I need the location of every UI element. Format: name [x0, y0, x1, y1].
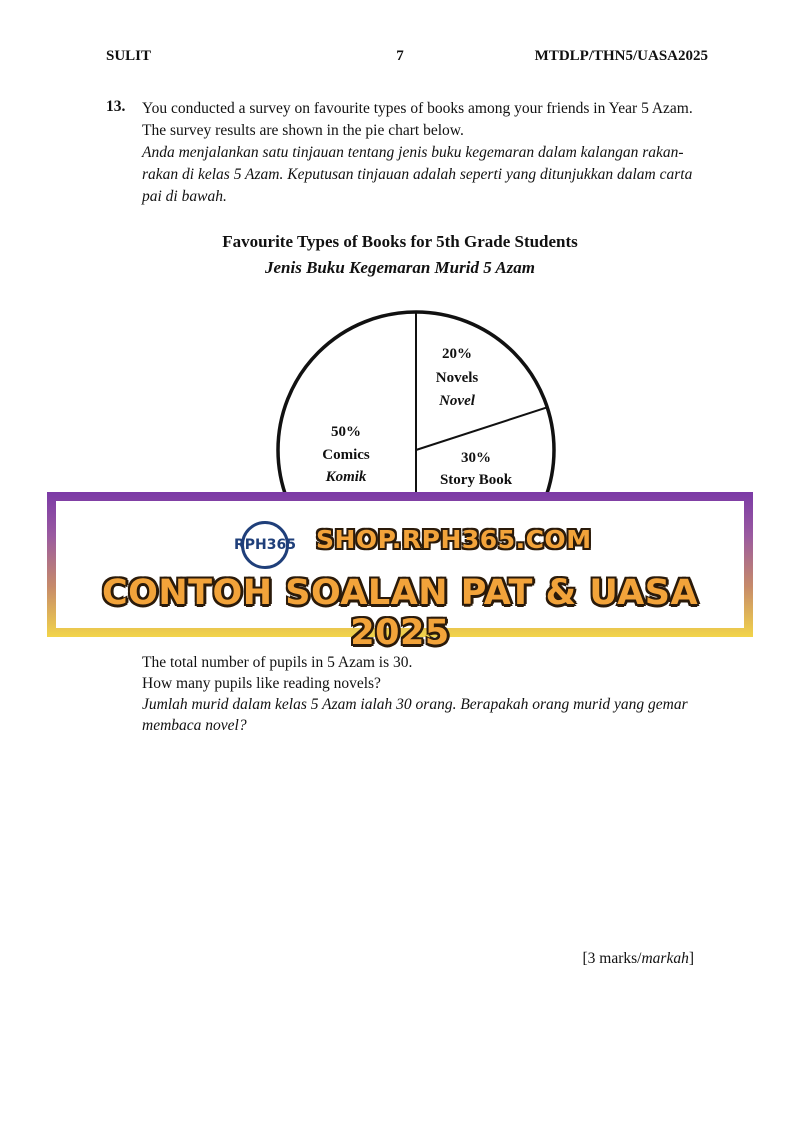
promo-banner — [47, 492, 753, 653]
slice-novels-percent: 20% — [442, 346, 472, 362]
chart-title: Favourite Types of Books for 5th Grade Students — [222, 232, 578, 251]
slice-comics-label-ms: Komik — [325, 469, 367, 485]
question-number: 13. — [106, 98, 126, 115]
slice-novels-label-ms: Novel — [439, 393, 475, 409]
header-sulit: SULIT — [106, 48, 152, 64]
pie-divider-novels — [416, 407, 547, 450]
prompt-line-2: How many pupils like reading novels? — [142, 675, 381, 692]
slice-comics-label: Comics — [322, 447, 370, 463]
slice-storybook-label: Story Book — [439, 472, 513, 488]
rph365-logo: RPH365 — [241, 521, 289, 569]
shop-url: SHOP.RPH365.COM — [316, 525, 592, 554]
prompt-malay: Jumlah murid dalam kelas 5 Azam ialah 30 orang. Berapakah orang murid yang gemar membaca novel? — [142, 696, 688, 734]
page-number: 7 — [396, 48, 404, 64]
question-text — [142, 98, 702, 208]
banner-headline: CONTOH SOALAN PAT & UASA 2025 — [101, 573, 699, 653]
slice-storybook-percent: 30% — [461, 450, 491, 466]
prompt-line-1: The total number of pupils in 5 Azam is 30. — [142, 654, 413, 671]
slice-novels-label: Novels — [435, 370, 479, 386]
slice-comics-percent: 50% — [331, 424, 361, 440]
marks-allocation: [3 marks/markah] — [582, 950, 694, 967]
question-prompt — [142, 652, 702, 736]
chart-subtitle: Jenis Buku Kegemaran Murid 5 Azam — [264, 258, 536, 277]
question-english: You conducted a survey on favourite types of books among your friends in Year 5 Azam. The survey results are shown in the pie chart below. — [142, 100, 693, 139]
question-malay: Anda menjalankan satu tinjauan tentang jenis buku kegemaran dalam kalangan rakan-rakan di kelas 5 Azam. Keputusan tinjauan adalah seperti yang ditunjukkan dalam carta pai di bawah. — [142, 144, 693, 205]
paper-code: MTDLP/THN5/UASA2025 — [534, 48, 708, 64]
pie-chart — [0, 220, 800, 500]
